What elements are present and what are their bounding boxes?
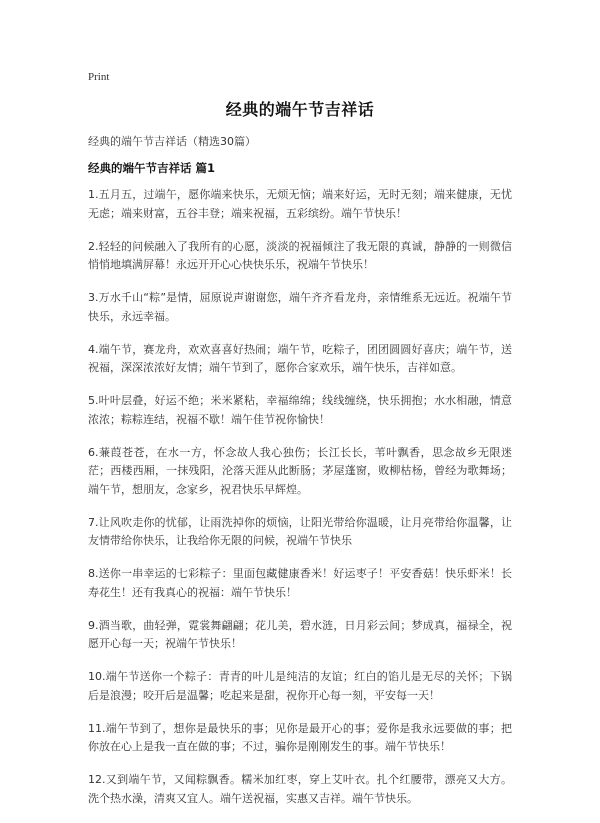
- section-heading: 经典的端午节吉祥话 篇1: [88, 161, 216, 175]
- paragraph: 8.送你一串幸运的七彩粽子：里面包藏健康香米！好运枣子！平安香菇！快乐虾米！长寿花生！还有我真心的祝福：端午节快乐！: [88, 567, 512, 599]
- paragraph: 2.轻轻的问候融入了我所有的心愿，淡淡的祝福倾注了我无限的真诚，静静的一则微信悄悄地填满屏幕！永远开开心心快快乐乐，祝端午节快乐！: [88, 239, 512, 271]
- paragraph: 7.让风吹走你的忧郁，让雨洗掉你的烦恼，让阳光带给你温暖，让月亮带给你温馨，让友情带给你快乐，让我给你无限的问候，祝端午节快乐: [88, 515, 512, 547]
- paragraph-list: [88, 186, 512, 823]
- paragraph: 3.万水千山“粽”是情，屈原说声谢谢您，端午齐齐看龙舟，亲情维系无远近。祝端午节快乐，永远幸福。: [88, 291, 512, 323]
- document-title: 经典的端午节吉祥话: [225, 100, 375, 119]
- paragraph: 5.叶叶层叠，好运不绝；米米紧粘，幸福绵绵；线线缠绕，快乐拥抱；水水相融，情意浓浓；粽粽连结，祝福不歇！端午佳节祝你愉快！: [88, 394, 512, 426]
- paragraph: 11.端午节到了，想你是最快乐的事；见你是最开心的事；爱你是我永远要做的事；把你放在心上是我一直在做的事；不过，骗你是刚刚发生的事。端午节快乐！: [88, 721, 512, 753]
- paragraph: 6.蒹葭苍苍，在水一方，怀念故人我心独伤；长江长长，苇叶飘香，思念故乡无限迷茫；西楼西厢，一抹残阳，沦落天涯从此断肠；茅屋蓬窗，败柳枯杨，曾经为歌舞场；端午节，想朋友，念家乡，祝君快乐早辉煌。: [88, 445, 512, 496]
- paragraph: 12.又到端午节，又闻粽飘香。糯米加红枣，穿上艾叶衣。扎个红腰带，漂亮又大方。洗个热水澡，清爽又宜人。端午送祝福，实惠又吉祥。端午节快乐。: [88, 773, 512, 805]
- paragraph: 10.端午节送你一个粽子：青青的叶儿是纯洁的友谊；红白的馅儿是无尽的关怀；下锅后是浪漫；咬开后是温馨；吃起来是甜，祝你开心每一刻，平安每一天！: [88, 670, 512, 702]
- paragraph: 9.酒当歌，曲轻弹，霓裳舞翩翩；花儿美，碧水涟，日月彩云间；梦成真，福禄全，祝愿开心每一天；祝端午节快乐！: [88, 618, 512, 650]
- print-link[interactable]: Print: [88, 71, 110, 83]
- paragraph: 1.五月五，过端午，愿你端来快乐，无烦无恼；端来好运，无时无刻；端来健康，无忧无虑；端来财富，五谷丰登；端来祝福，五彩缤纷。端午节快乐！: [88, 188, 512, 220]
- document-subtitle: 经典的端午节吉祥话（精选30篇）: [88, 135, 256, 148]
- paragraph: 4.端午节，赛龙舟，欢欢喜喜好热闹；端午节，吃粽子，团团圆圆好喜庆；端午节，送祝福，深深浓浓好友情；端午节到了，愿你合家欢乐，端午快乐，吉祥如意。: [88, 342, 512, 374]
